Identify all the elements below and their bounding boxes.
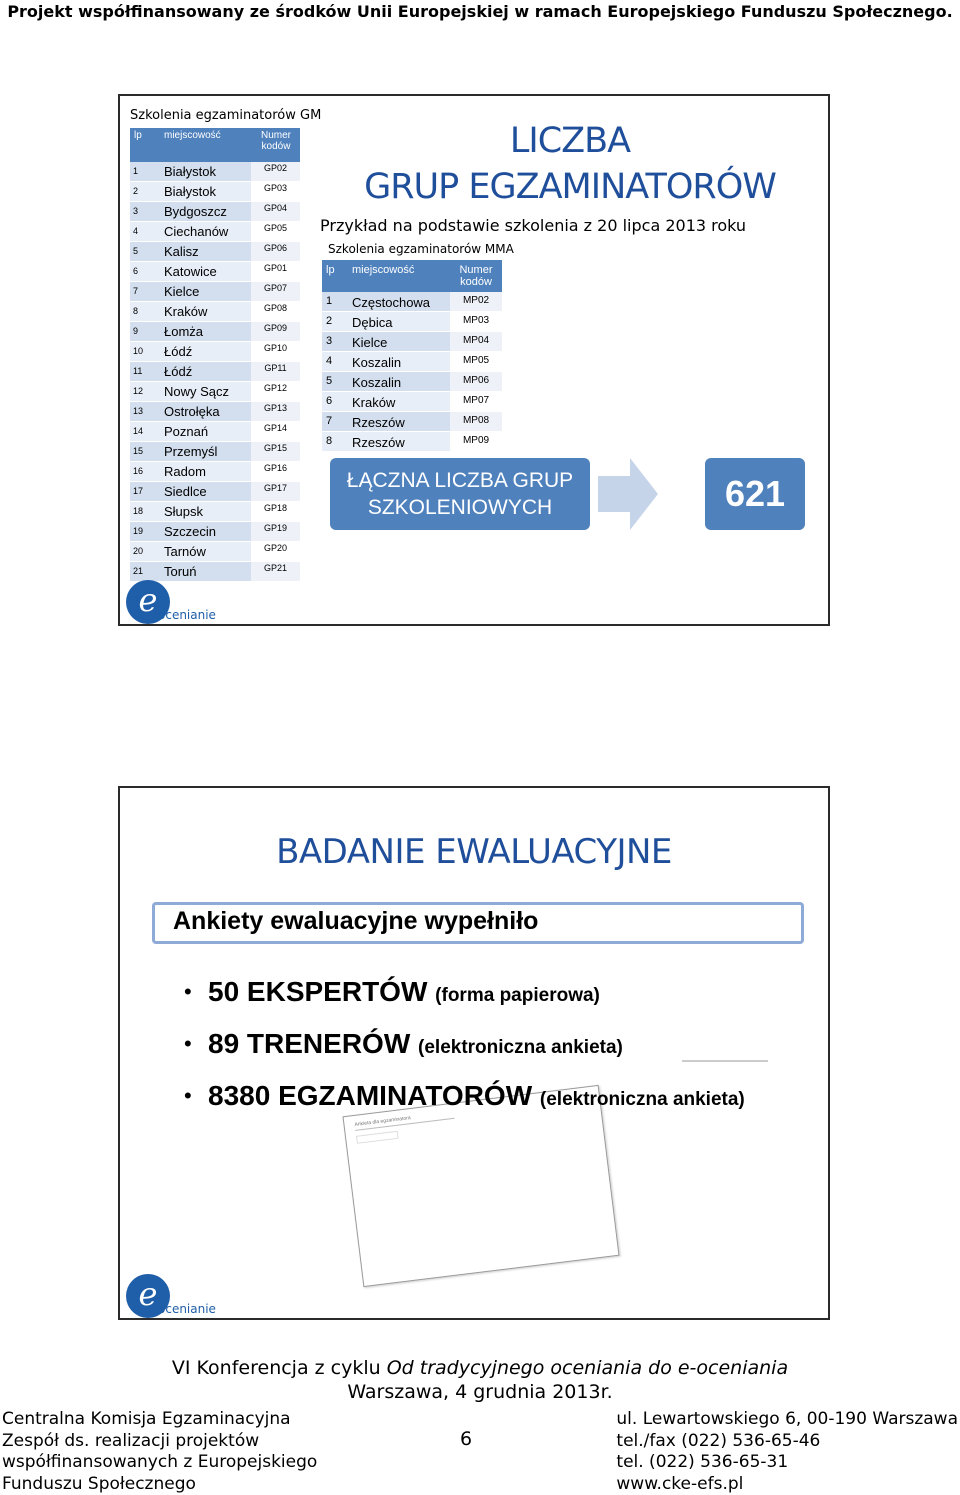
table-row [322,312,502,332]
row-city: Łódź [162,342,251,361]
row-number: 3 [130,202,162,221]
row-code: MP02 [450,292,502,311]
table-row [130,302,300,322]
page-number: 6 [460,1428,473,1450]
table-row [322,432,502,452]
arrow-right-icon [598,458,658,530]
table-row [130,542,300,562]
address-line: ul. Lewartowskiego 6, 00-190 Warszawa [616,1409,958,1429]
row-city: Kraków [350,392,450,411]
row-code: MP06 [450,372,502,391]
org-line: Centralna Komisja Egzaminacyjna [2,1409,291,1429]
row-code: GP07 [251,282,300,301]
row-code: GP15 [251,442,300,461]
respondent-count: 8380 EGZAMINATORÓW [208,1080,533,1111]
row-number: 1 [130,162,162,181]
row-code: MP07 [450,392,502,411]
row-city: Tarnów [162,542,251,561]
row-city: Toruń [162,562,251,581]
conference-prefix: VI Konferencja z cyklu [171,1357,387,1379]
slide2-title: BADANIE EWALUACYJNE [276,832,672,872]
row-code: GP04 [251,202,300,221]
row-city: Rzeszów [350,412,450,431]
respondent-note: (forma papierowa) [435,985,600,1006]
row-city: Kielce [162,282,251,301]
mma-table [322,260,502,452]
row-number: 11 [130,362,162,381]
row-city: Łomża [162,322,251,341]
row-city: Przemyśl [162,442,251,461]
table-row [130,262,300,282]
row-code: GP16 [251,462,300,481]
respondent-count: 89 TRENERÓW [208,1028,411,1059]
slide1-title [320,118,820,210]
row-city: Radom [162,462,251,481]
table-row [130,462,300,482]
table-row [130,562,300,582]
row-code: GP03 [251,182,300,201]
table-row [322,392,502,412]
row-number: 13 [130,402,162,421]
table-row [130,202,300,222]
table-row [322,372,502,392]
survey-subtitle: Ankiety ewaluacyjne wypełniło [173,907,539,935]
row-code: GP01 [251,262,300,281]
table-row [130,182,300,202]
gm-table-body [130,162,300,582]
row-code: GP21 [251,562,300,581]
table-row [322,352,502,372]
row-number: 7 [130,282,162,301]
table-row [130,362,300,382]
bullet-icon: • [184,1083,192,1108]
row-code: GP17 [251,482,300,501]
row-number: 8 [322,432,350,451]
logo-text: ocenianie [158,1302,216,1316]
row-code: MP08 [450,412,502,431]
table-row [130,282,300,302]
row-city: Białystok [162,162,251,181]
table-row [130,522,300,542]
row-city: Kalisz [162,242,251,261]
survey-subtitle-bar [152,902,804,944]
footer-contact [616,1409,958,1495]
row-number: 2 [322,312,350,331]
logo-text: ocenianie [158,608,216,622]
row-city: Białystok [162,182,251,201]
table-row [130,422,300,442]
table-row [130,482,300,502]
table-row [322,292,502,312]
row-number: 7 [322,412,350,431]
conference-date: Warszawa, 4 grudnia 2013r. [347,1381,613,1403]
logo-e-icon: e [126,580,170,624]
mma-table-body [322,292,502,452]
table-row [130,222,300,242]
row-code: GP14 [251,422,300,441]
row-number: 6 [130,262,162,281]
row-number: 6 [322,392,350,411]
table-row [130,502,300,522]
total-groups-label [330,458,590,530]
row-city: Katowice [162,262,251,281]
row-city: Nowy Sącz [162,382,251,401]
gm-table-caption: Szkolenia egzaminatorów GM [130,108,322,123]
table-row [322,412,502,432]
e-ocenianie-logo [124,580,214,628]
gm-header-city: miejscowość [164,130,221,141]
website-link[interactable]: www.cke-efs.pl [616,1473,744,1494]
table-row [130,162,300,182]
project-header: Projekt współfinansowany ze środków Unii Europejskiej w ramach Europejskiego Funduszu Społecznego. [7,2,953,21]
row-code: GP09 [251,322,300,341]
row-number: 4 [130,222,162,241]
phone: tel. (022) 536-65-31 [616,1452,789,1472]
org-line: Funduszu Społecznego [2,1473,196,1494]
e-ocenianie-logo [124,1274,214,1322]
row-code: MP09 [450,432,502,451]
row-city: Siedlce [162,482,251,501]
respondent-note: (elektroniczna ankieta) [418,1037,623,1058]
row-number: 10 [130,342,162,361]
row-city: Ostrołęka [162,402,251,421]
row-city: Poznań [162,422,251,441]
row-city: Ciechanów [162,222,251,241]
org-line: współfinansowanych z Europejskiego [2,1452,318,1472]
table-row [130,402,300,422]
slide1-title-line2: GRUP EGZAMINATORÓW [364,167,776,207]
bullet-icon: • [184,979,192,1004]
row-number: 18 [130,502,162,521]
row-city: Dębica [350,312,450,331]
row-number: 14 [130,422,162,441]
slide-evaluation [118,786,830,1320]
bullet-icon: • [184,1031,192,1056]
row-number: 8 [130,302,162,321]
row-code: GP06 [251,242,300,261]
row-code: GP19 [251,522,300,541]
row-code: GP05 [251,222,300,241]
table-row [130,242,300,262]
row-number: 9 [130,322,162,341]
row-city: Szczecin [162,522,251,541]
row-number: 20 [130,542,162,561]
logo-e-icon: e [126,1274,170,1318]
table-row [130,382,300,402]
row-code: GP10 [251,342,300,361]
table-row [130,342,300,362]
row-code: GP12 [251,382,300,401]
gm-header-lp: lp [134,130,142,141]
row-number: 5 [322,372,350,391]
respondent-note: (elektroniczna ankieta) [539,1089,745,1110]
mma-header-code: Numer kodów [459,264,493,288]
row-code: MP05 [450,352,502,371]
respondent-count: 50 EKSPERTÓW [208,976,428,1007]
row-code: MP03 [450,312,502,331]
table-row [322,332,502,352]
row-number: 4 [322,352,350,371]
row-number: 19 [130,522,162,541]
row-city: Kielce [350,332,450,351]
row-city: Częstochowa [350,292,450,311]
mma-table-caption: Szkolenia egzaminatorów MMA [328,242,514,256]
row-number: 1 [322,292,350,311]
total-groups-value: 621 [705,458,805,530]
survey-form-header: Ankieta dla egzaminatora [354,1110,454,1131]
row-number: 21 [130,562,162,581]
row-code: GP02 [251,162,300,181]
row-code: GP08 [251,302,300,321]
decorative-line [682,1060,768,1062]
row-code: MP04 [450,332,502,351]
gm-table-header [130,128,300,162]
conference-name: Od tradycyjnego oceniania do e-oceniania [386,1357,789,1379]
row-city: Bydgoszcz [162,202,251,221]
conference-info [0,1356,960,1404]
table-row [130,322,300,342]
row-number: 5 [130,242,162,261]
table-row [130,442,300,462]
row-code: GP13 [251,402,300,421]
row-code: GP11 [251,362,300,381]
total-label-line2: SZKOLENIOWYCH [367,496,553,519]
org-line: Zespół ds. realizacji projektów [2,1430,260,1451]
row-code: GP18 [251,502,300,521]
row-number: 12 [130,382,162,401]
row-city: Słupsk [162,502,251,521]
example-caption: Przykład na podstawie szkolenia z 20 lipca 2013 roku [320,216,747,235]
row-city: Koszalin [350,352,450,371]
row-code: GP20 [251,542,300,561]
row-city: Łódź [162,362,251,381]
total-label-line1: ŁĄCZNA LICZBA GRUP [346,469,574,492]
slide-group-count [118,94,830,626]
row-city: Kraków [162,302,251,321]
slide1-title-line1: LICZBA [509,121,631,161]
footer-organization [2,1409,317,1495]
row-number: 17 [130,482,162,501]
row-city: Koszalin [350,372,450,391]
gm-header-code: Numer kodów [260,130,291,152]
row-number: 3 [322,332,350,351]
row-number: 2 [130,182,162,201]
mma-header-city: miejscowość [352,264,415,276]
survey-form-field [356,1131,399,1144]
phone-fax: tel./fax (022) 536-65-46 [616,1430,821,1451]
row-number: 15 [130,442,162,461]
mma-header-lp: lp [326,264,335,276]
gm-table [130,128,300,582]
row-city: Rzeszów [350,432,450,451]
row-number: 16 [130,462,162,481]
mma-table-header [322,260,502,292]
